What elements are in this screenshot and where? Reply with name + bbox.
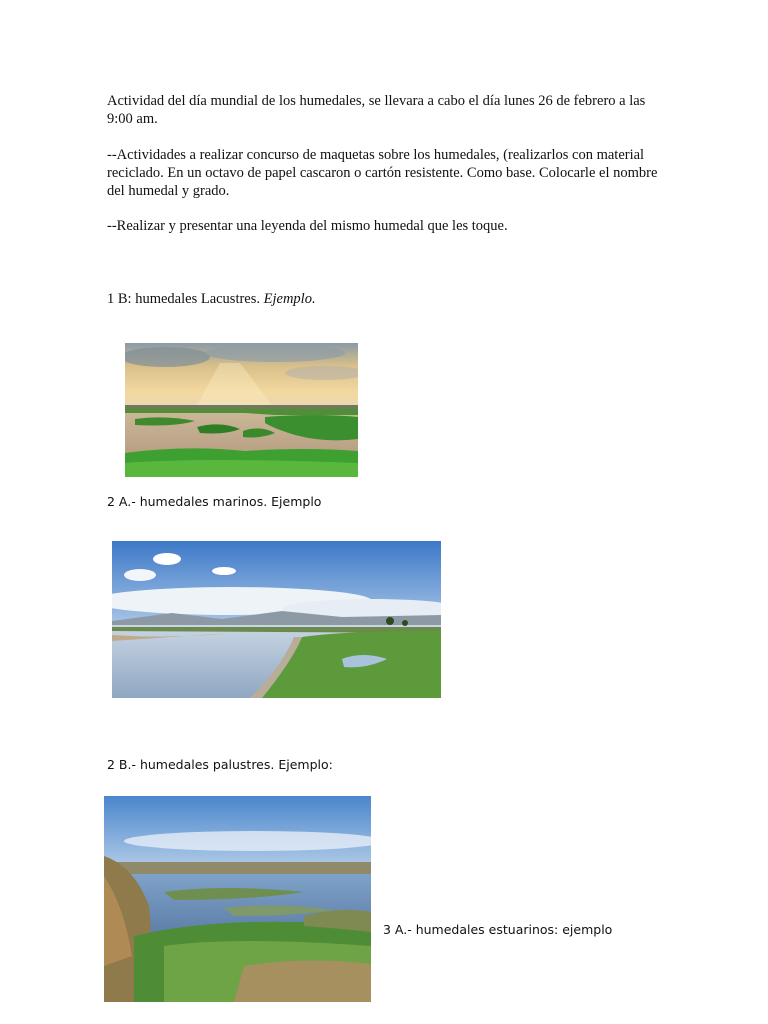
intro-paragraph-activities: --Actividades a realizar concurso de maquetas sobre los humedales, (realizarlos con material reciclado. En un octavo de papel cascaron o cartón resistente. Como base. Colocarle el nombre del humedal y grado.: [107, 147, 658, 199]
section-heading-marinos: 2 A.- humedales marinos. Ejemplo: [107, 494, 322, 509]
intro-paragraph-legend: --Realizar y presentar una leyenda del mismo humedal que les toque.: [107, 218, 508, 234]
image-lacustrine-wetland: [125, 343, 358, 477]
image-palustrine-wetland: [104, 796, 371, 1002]
section-heading-lacustres: [107, 290, 667, 308]
intro-paragraph-date: Actividad del día mundial de los humedales, se llevara a cabo el día lunes 26 de febrero a las 9:00 am.: [107, 93, 646, 127]
section-example-lacustres: Ejemplo.: [263, 291, 316, 307]
section-label-lacustres: 1 B: humedales Lacustres.: [107, 291, 264, 307]
section-heading-estuarinos: 3 A.- humedales estuarinos: ejemplo: [383, 922, 613, 937]
image-marine-wetland: [112, 541, 441, 698]
section-heading-palustres: 2 B.- humedales palustres. Ejemplo:: [107, 757, 333, 772]
